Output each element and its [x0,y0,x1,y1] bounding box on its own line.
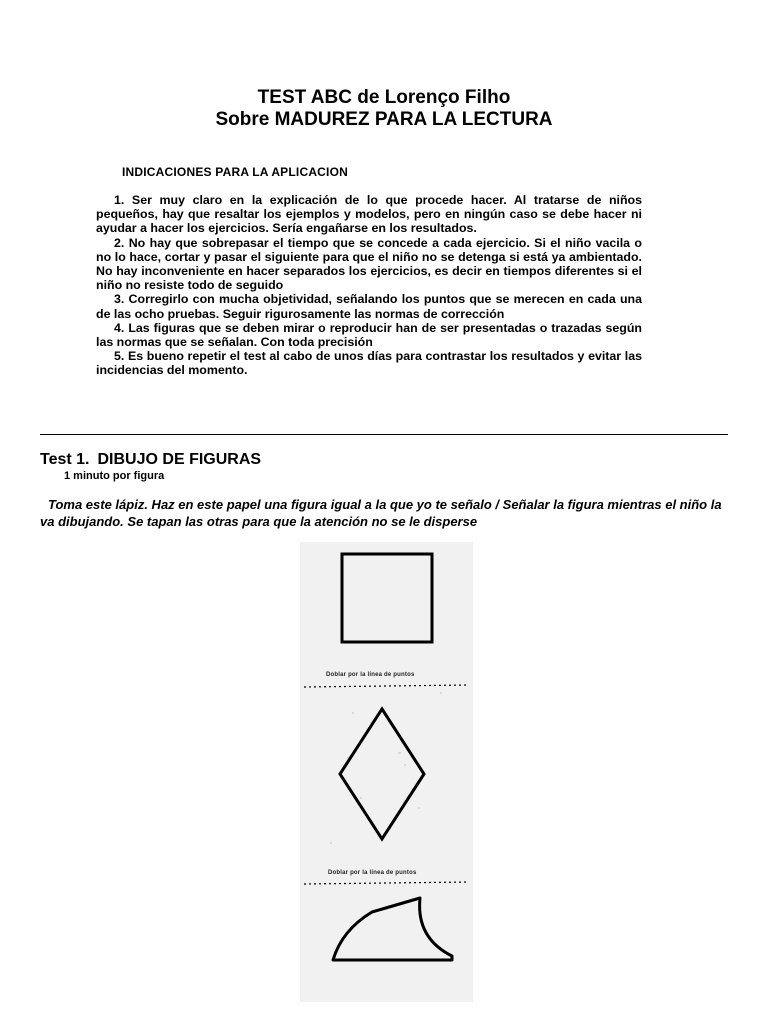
figure-sheet-drawing [300,542,473,1002]
instruction-item-4: 4. Las figuras que se deben mirar o reproducir han de ser presentadas o trazadas según las normas que se señalan. Con toda precisión [96,320,642,350]
test1-instruction-text: Toma este lápiz. Haz en este papel una figura igual a la que yo te señalo / Señalar la figura mientras el niño la va dibujando. Se tapan las otras para que la atención no se le disperse [40,497,722,529]
page-title: TEST ABC de Lorenço Filho [257,87,511,108]
instruction-item-1: 1. Ser muy claro en la explicación de lo que procede hacer. Al tratarse de niños pequeños, hay que resaltar los ejemplos y modelos, pero en ningún caso se debe hacer ni ayudar a hacer los ejercicios. Sería engañarse en los resultados. [96,193,642,236]
test1-instruction [40,496,730,530]
figure-sheet-image [300,542,473,1002]
fold-label-2: Doblar por la línea de puntos [328,870,417,876]
instructions-list [96,193,642,378]
section-divider [40,434,728,435]
fold-label-1: Doblar por la línea de puntos [326,672,415,678]
instruction-item-5: 5. Es bueno repetir el test al cabo de unos días para contrastar los resultados y evitar las incidencias del momento. [96,349,642,378]
page-subtitle: Sobre MADUREZ PARA LA LECTURA [215,109,553,130]
instructions-heading: INDICACIONES PARA LA APLICACION [122,165,348,179]
test1-number: Test 1. [40,451,90,468]
instruction-item-3: 3. Corregirlo con mucha objetividad, señalando los puntos que se merecen en cada una de las ocho pruebas. Seguir rigurosamente las normas de corrección [96,292,642,321]
test1-title: DIBUJO DE FIGURAS [97,451,262,468]
test1-time-limit: 1 minuto por figura [64,470,165,482]
instruction-item-2: 2. No hay que sobrepasar el tiempo que se concede a cada ejercicio. Si el niño vacila o no lo hace, cortar y pasar el siguiente para que el niño no se detenga si está ya ambientado. No hay inconveniente en hacer separados los ejercicios, es decir en tiempos diferentes si el niño no resiste todo de seguido [96,235,642,293]
test1-heading [40,451,261,469]
